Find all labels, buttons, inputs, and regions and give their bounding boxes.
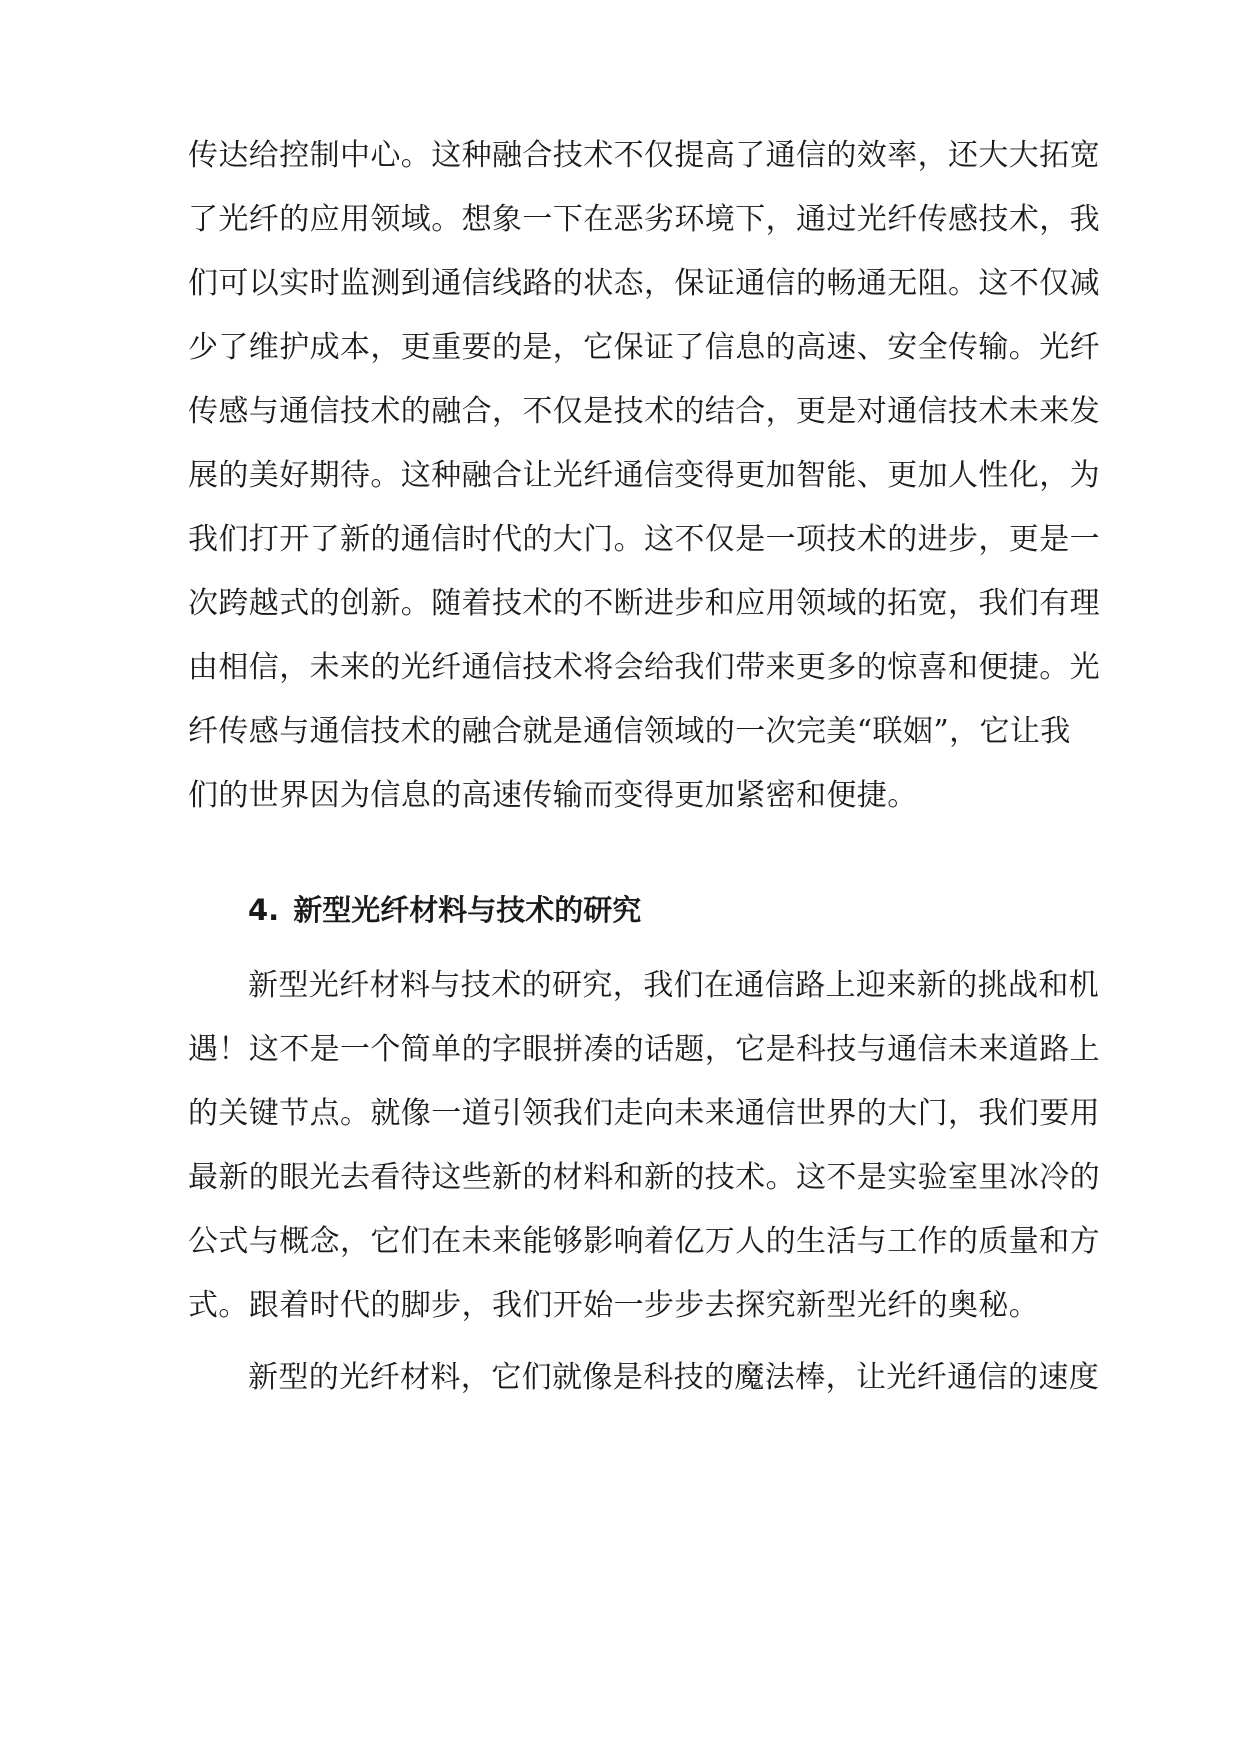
paragraph-line: 们可以实时监测到通信线路的状态，保证通信的畅通无阻。这不仅减: [188, 266, 1100, 301]
paragraph-line: 由相信，未来的光纤通信技术将会给我们带来更多的惊喜和便捷。光: [188, 650, 1100, 685]
section-title: 新型光纤材料与技术的研究: [293, 893, 642, 927]
paragraph-line: 次跨越式的创新。随着技术的不断进步和应用领域的拓宽，我们有理: [188, 586, 1100, 621]
paragraph-line: 们的世界因为信息的高速传输而变得更加紧密和便捷。: [188, 778, 918, 813]
paragraph-line: 纤传感与通信技术的融合就是通信领域的一次完美“联姻”，它让我: [188, 714, 1071, 749]
paragraph-line: 展的美好期待。这种融合让光纤通信变得更加智能、更加人性化，为: [188, 458, 1100, 493]
paragraph-line: 新型的光纤材料，它们就像是科技的魔法棒，让光纤通信的速度: [248, 1360, 1100, 1395]
paragraph-line: 最新的眼光去看待这些新的材料和新的技术。这不是实验室里冰冷的: [188, 1160, 1100, 1195]
paragraph-line: 式。跟着时代的脚步，我们开始一步步去探究新型光纤的奥秘。: [188, 1288, 1040, 1323]
paragraph-line: 传达给控制中心。这种融合技术不仅提高了通信的效率，还大大拓宽: [188, 138, 1100, 173]
paragraph-line: 传感与通信技术的融合，不仅是技术的结合，更是对通信技术未来发: [188, 394, 1100, 429]
paragraph-line: 遇！这不是一个简单的字眼拼凑的话题，它是科技与通信未来道路上: [188, 1032, 1100, 1067]
section-heading: [248, 890, 641, 930]
paragraph-line: 的关键节点。就像一道引领我们走向未来通信世界的大门，我们要用: [188, 1096, 1100, 1131]
paragraph-line: 公式与概念，它们在未来能够影响着亿万人的生活与工作的质量和方: [188, 1224, 1100, 1259]
paragraph-line: 新型光纤材料与技术的研究，我们在通信路上迎来新的挑战和机: [248, 968, 1100, 1003]
paragraph-line: 少了维护成本，更重要的是，它保证了信息的高速、安全传输。光纤: [188, 330, 1100, 365]
paragraph-line: 了光纤的应用领域。想象一下在恶劣环境下，通过光纤传感技术，我: [188, 202, 1100, 237]
paragraph-line: 我们打开了新的通信时代的大门。这不仅是一项技术的进步，更是一: [188, 522, 1100, 557]
section-number: 4.: [248, 893, 280, 927]
